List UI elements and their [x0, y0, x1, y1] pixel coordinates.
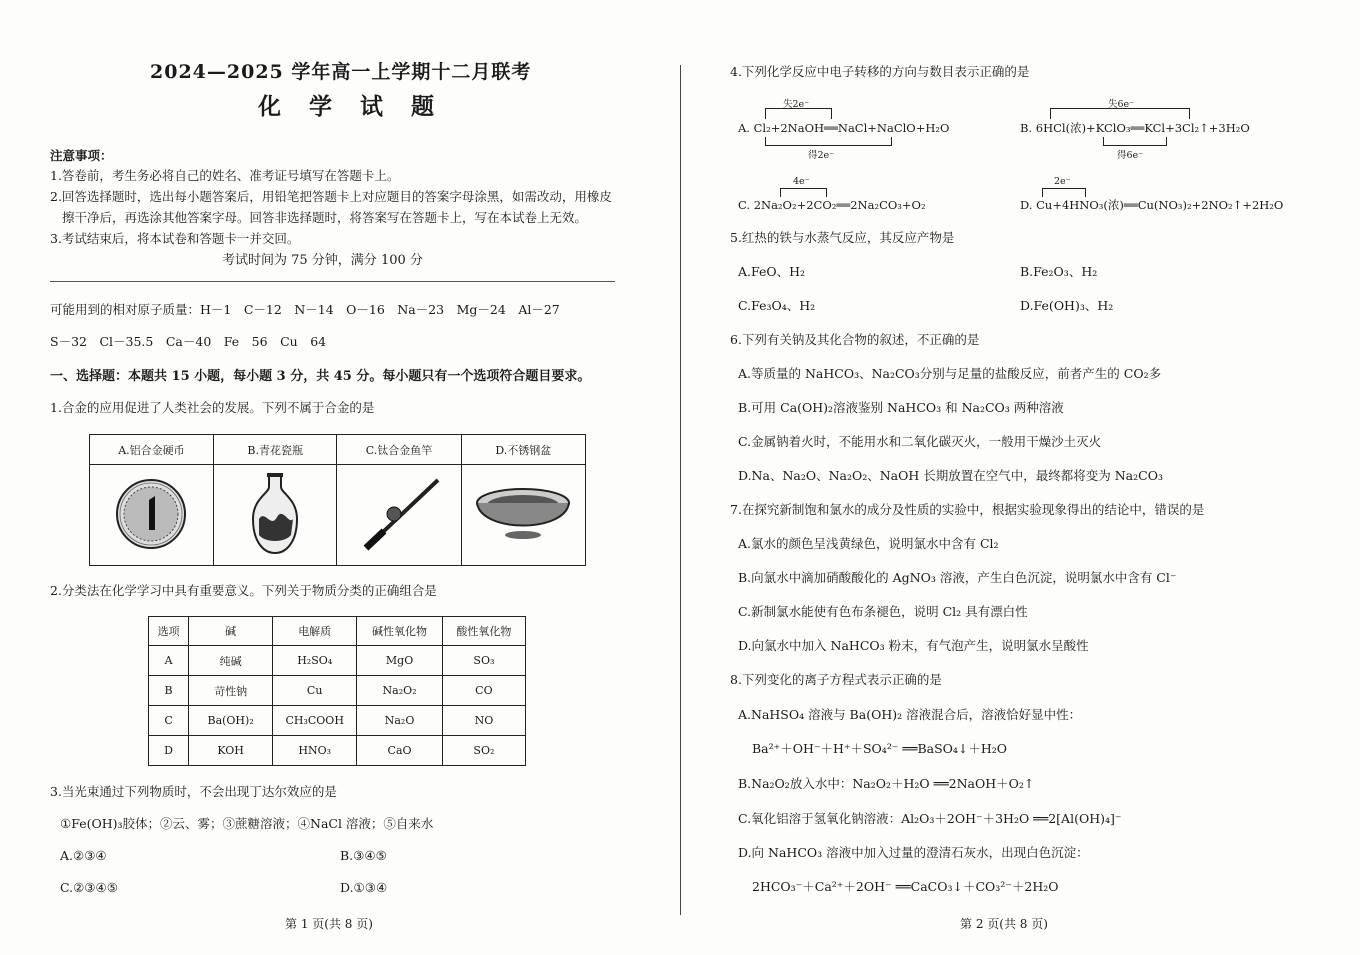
q8-option-a-equation: Ba²⁺＋OH⁻＋H⁺＋SO₄²⁻ ══BaSO₄↓＋H₂O — [752, 741, 1008, 756]
atomic-mass-line-1: 可能用到的相对原子质量：H－1 C－12 N－14 O－16 Na－23 Mg－24 Al－27 — [50, 302, 560, 317]
q4-a-bottom-bracket — [765, 137, 892, 146]
coin-icon — [111, 474, 191, 554]
q4-c-top-bracket — [780, 188, 827, 197]
q4-option-d: D. Cu+4HNO₃(浓)══Cu(NO₃)₂+2NO₂↑+2H₂O — [1020, 198, 1284, 212]
question-2: 2.分类法在化学学习中具有重要意义。下列关于物质分类的正确组合是 — [50, 583, 437, 598]
q2-cell: KOH — [189, 736, 273, 766]
question-3: 3.当光束通过下列物质时，不会出现丁达尔效应的是 — [50, 784, 337, 799]
q2-header-acidic-oxide: 酸性氧化物 — [442, 617, 525, 646]
q6-option-d: D.Na、Na₂O、Na₂O₂、NaOH 长期放置在空气中，最终都将变为 Na₂CO₃ — [738, 468, 1163, 483]
q2-cell: CaO — [357, 736, 442, 766]
vase-image — [213, 465, 336, 566]
question-4: 4.下列化学反应中电子转移的方向与数目表示正确的是 — [730, 64, 1030, 79]
section-1-heading: 一、选择题：本题共 15 小题，每小题 3 分，共 45 分。每小题只有一个选项符合题目要求。 — [50, 369, 591, 384]
table-row — [149, 706, 526, 736]
q2-header-basic-oxide: 碱性氧化物 — [357, 617, 442, 646]
q6-option-a: A.等质量的 NaHCO₃、Na₂CO₃分别与足量的盐酸反应，前者产生的 CO₂多 — [738, 366, 1162, 381]
notice-heading: 注意事项： — [50, 148, 113, 163]
basin-icon — [473, 479, 573, 549]
notice-3: 3.考试结束后，将本试卷和答题卡一并交回。 — [50, 231, 300, 246]
q4-option-a: A. Cl₂+2NaOH══NaCl+NaClO+H₂O — [738, 121, 950, 135]
q2-cell: B — [149, 676, 189, 706]
q8-option-d: D.向 NaHCO₃ 溶液中加入过量的澄清石灰水，出现白色沉淀： — [738, 845, 1089, 860]
q2-cell: H₂SO₄ — [273, 646, 357, 676]
q4-b-top-label: 失6e⁻ — [1108, 99, 1135, 110]
q5-option-b: B.Fe₂O₃、H₂ — [1020, 264, 1098, 279]
right-page — [680, 0, 1360, 955]
q2-header-option: 选项 — [149, 617, 189, 646]
q8-option-d-equation: 2HCO₃⁻＋Ca²⁺＋2OH⁻ ══CaCO₃↓＋CO₃²⁻＋2H₂O — [752, 879, 1059, 894]
q2-header-electrolyte: 电解质 — [273, 617, 357, 646]
notice-1: 1.答卷前，考生务必将自己的姓名、准考证号填写在答题卡上。 — [50, 168, 400, 183]
q7-option-b: B.向氯水中滴加硝酸酸化的 AgNO₃ 溶液，产生白色沉淀，说明氯水中含有 Cl⁻ — [738, 570, 1177, 585]
q5-option-d: D.Fe(OH)₃、H₂ — [1020, 298, 1114, 313]
q2-cell: 纯碱 — [189, 646, 273, 676]
vase-icon — [245, 469, 305, 559]
q1-option-a: A.铝合金硬币 — [90, 435, 214, 465]
q2-cell: Na₂O₂ — [357, 676, 442, 706]
fishing-rod-image — [337, 465, 461, 566]
q4-b-bottom-label: 得6e⁻ — [1117, 150, 1144, 161]
q2-cell: CH₃COOH — [273, 706, 357, 736]
q7-option-c: C.新制氯水能使有色布条褪色，说明 Cl₂ 具有漂白性 — [738, 604, 1028, 619]
q7-option-d: D.向氯水中加入 NaHCO₃ 粉末，有气泡产生，说明氯水呈酸性 — [738, 638, 1089, 653]
q4-d-top-label: 2e⁻ — [1054, 176, 1071, 187]
q5-option-a: A.FeO、H₂ — [738, 264, 806, 279]
question-8: 8.下列变化的离子方程式表示正确的是 — [730, 672, 942, 687]
q4-a-top-label: 失2e⁻ — [783, 99, 810, 110]
q8-option-a: A.NaHSO₄ 溶液与 Ba(OH)₂ 溶液混合后，溶液恰好显中性： — [738, 707, 1082, 722]
q1-option-c: C.钛合金鱼竿 — [337, 435, 461, 465]
coin-image — [90, 465, 214, 566]
q4-d-top-bracket — [1042, 188, 1086, 197]
q4-a-top-bracket — [765, 108, 832, 119]
q2-header-base: 碱 — [189, 617, 273, 646]
q2-cell: Cu — [273, 676, 357, 706]
q2-cell: Na₂O — [357, 706, 442, 736]
question-1: 1.合金的应用促进了人类社会的发展。下列不属于合金的是 — [50, 400, 375, 415]
q2-cell: C — [149, 706, 189, 736]
q2-classification-table — [148, 616, 526, 766]
q3-option-b: B.③④⑤ — [340, 848, 387, 863]
exam-time: 考试时间为 75 分钟，满分 100 分 — [222, 253, 423, 268]
q3-items: ①Fe(OH)₃胶体；②云、雾；③蔗糖溶液；④NaCl 溶液；⑤自来水 — [60, 816, 434, 831]
q4-option-c: C. 2Na₂O₂+2CO₂══2Na₂CO₃+O₂ — [738, 198, 926, 212]
question-6: 6.下列有关钠及其化合物的叙述，不正确的是 — [730, 332, 980, 347]
q3-option-d: D.①③④ — [340, 880, 388, 895]
q2-cell: NO — [442, 706, 525, 736]
page-footer-left: 第 1 页(共 8 页) — [285, 917, 373, 931]
q1-option-b: B.青花瓷瓶 — [213, 435, 336, 465]
q2-cell: A — [149, 646, 189, 676]
q8-option-c: C.氧化铝溶于氢氧化钠溶液：Al₂O₃＋2OH⁻＋3H₂O ══2[Al(OH)₄]⁻ — [738, 811, 1122, 826]
basin-image — [461, 465, 585, 566]
q4-b-top-bracket — [1050, 108, 1190, 119]
q8-option-b: B.Na₂O₂放入水中：Na₂O₂＋H₂O ══2NaOH＋O₂↑ — [738, 776, 1035, 791]
q6-option-c: C.金属钠着火时，不能用水和二氧化碳灭火，一般用干燥沙土灭火 — [738, 434, 1102, 449]
q2-cell: 苛性钠 — [189, 676, 273, 706]
exam-title: 2024—2025 学年高一上学期十二月联考 — [150, 61, 532, 83]
q1-image-table — [89, 434, 586, 566]
q3-option-a: A.②③④ — [60, 848, 107, 863]
exam-subject-title: 化 学 试 题 — [258, 93, 445, 120]
q6-option-b: B.可用 Ca(OH)₂溶液鉴别 NaHCO₃ 和 Na₂CO₃ 两种溶液 — [738, 400, 1064, 415]
divider-rule — [50, 281, 615, 282]
q2-cell: D — [149, 736, 189, 766]
table-row — [149, 736, 526, 766]
notice-2: 2.回答选择题时，选出每小题答案后，用铅笔把答题卡上对应题目的答案字母涂黑，如需改动，用橡皮 — [50, 189, 612, 204]
q4-b-bottom-bracket — [1103, 137, 1167, 146]
q5-option-c: C.Fe₃O₄、H₂ — [738, 298, 816, 313]
q2-cell: CO — [442, 676, 525, 706]
q2-cell: HNO₃ — [273, 736, 357, 766]
q2-cell: Ba(OH)₂ — [189, 706, 273, 736]
table-row — [149, 676, 526, 706]
q3-option-c: C.②③④⑤ — [60, 880, 118, 895]
q2-cell: SO₂ — [442, 736, 525, 766]
q4-c-top-label: 4e⁻ — [793, 176, 810, 187]
question-5: 5.红热的铁与水蒸气反应，其反应产物是 — [730, 230, 955, 245]
fishing-rod-icon — [354, 474, 444, 554]
notice-2-cont: 擦干净后，再选涂其他答案字母。回答非选择题时，将答案写在答题卡上，写在本试卷上无效。 — [62, 210, 588, 225]
q7-option-a: A.氯水的颜色呈浅黄绿色，说明氯水中含有 Cl₂ — [738, 536, 999, 551]
q4-option-b: B. 6HCl(浓)+KClO₃══KCl+3Cl₂↑+3H₂O — [1020, 121, 1250, 135]
q2-cell: MgO — [357, 646, 442, 676]
q1-option-d: D.不锈钢盆 — [461, 435, 585, 465]
q2-cell: SO₃ — [442, 646, 525, 676]
atomic-mass-line-2: S－32 Cl－35.5 Ca－40 Fe 56 Cu 64 — [50, 334, 327, 349]
q4-a-bottom-label: 得2e⁻ — [808, 150, 835, 161]
page-footer-right: 第 2 页(共 8 页) — [960, 917, 1048, 931]
table-row — [149, 646, 526, 676]
question-7: 7.在探究新制饱和氯水的成分及性质的实验中，根据实验现象得出的结论中，错误的是 — [730, 502, 1205, 517]
